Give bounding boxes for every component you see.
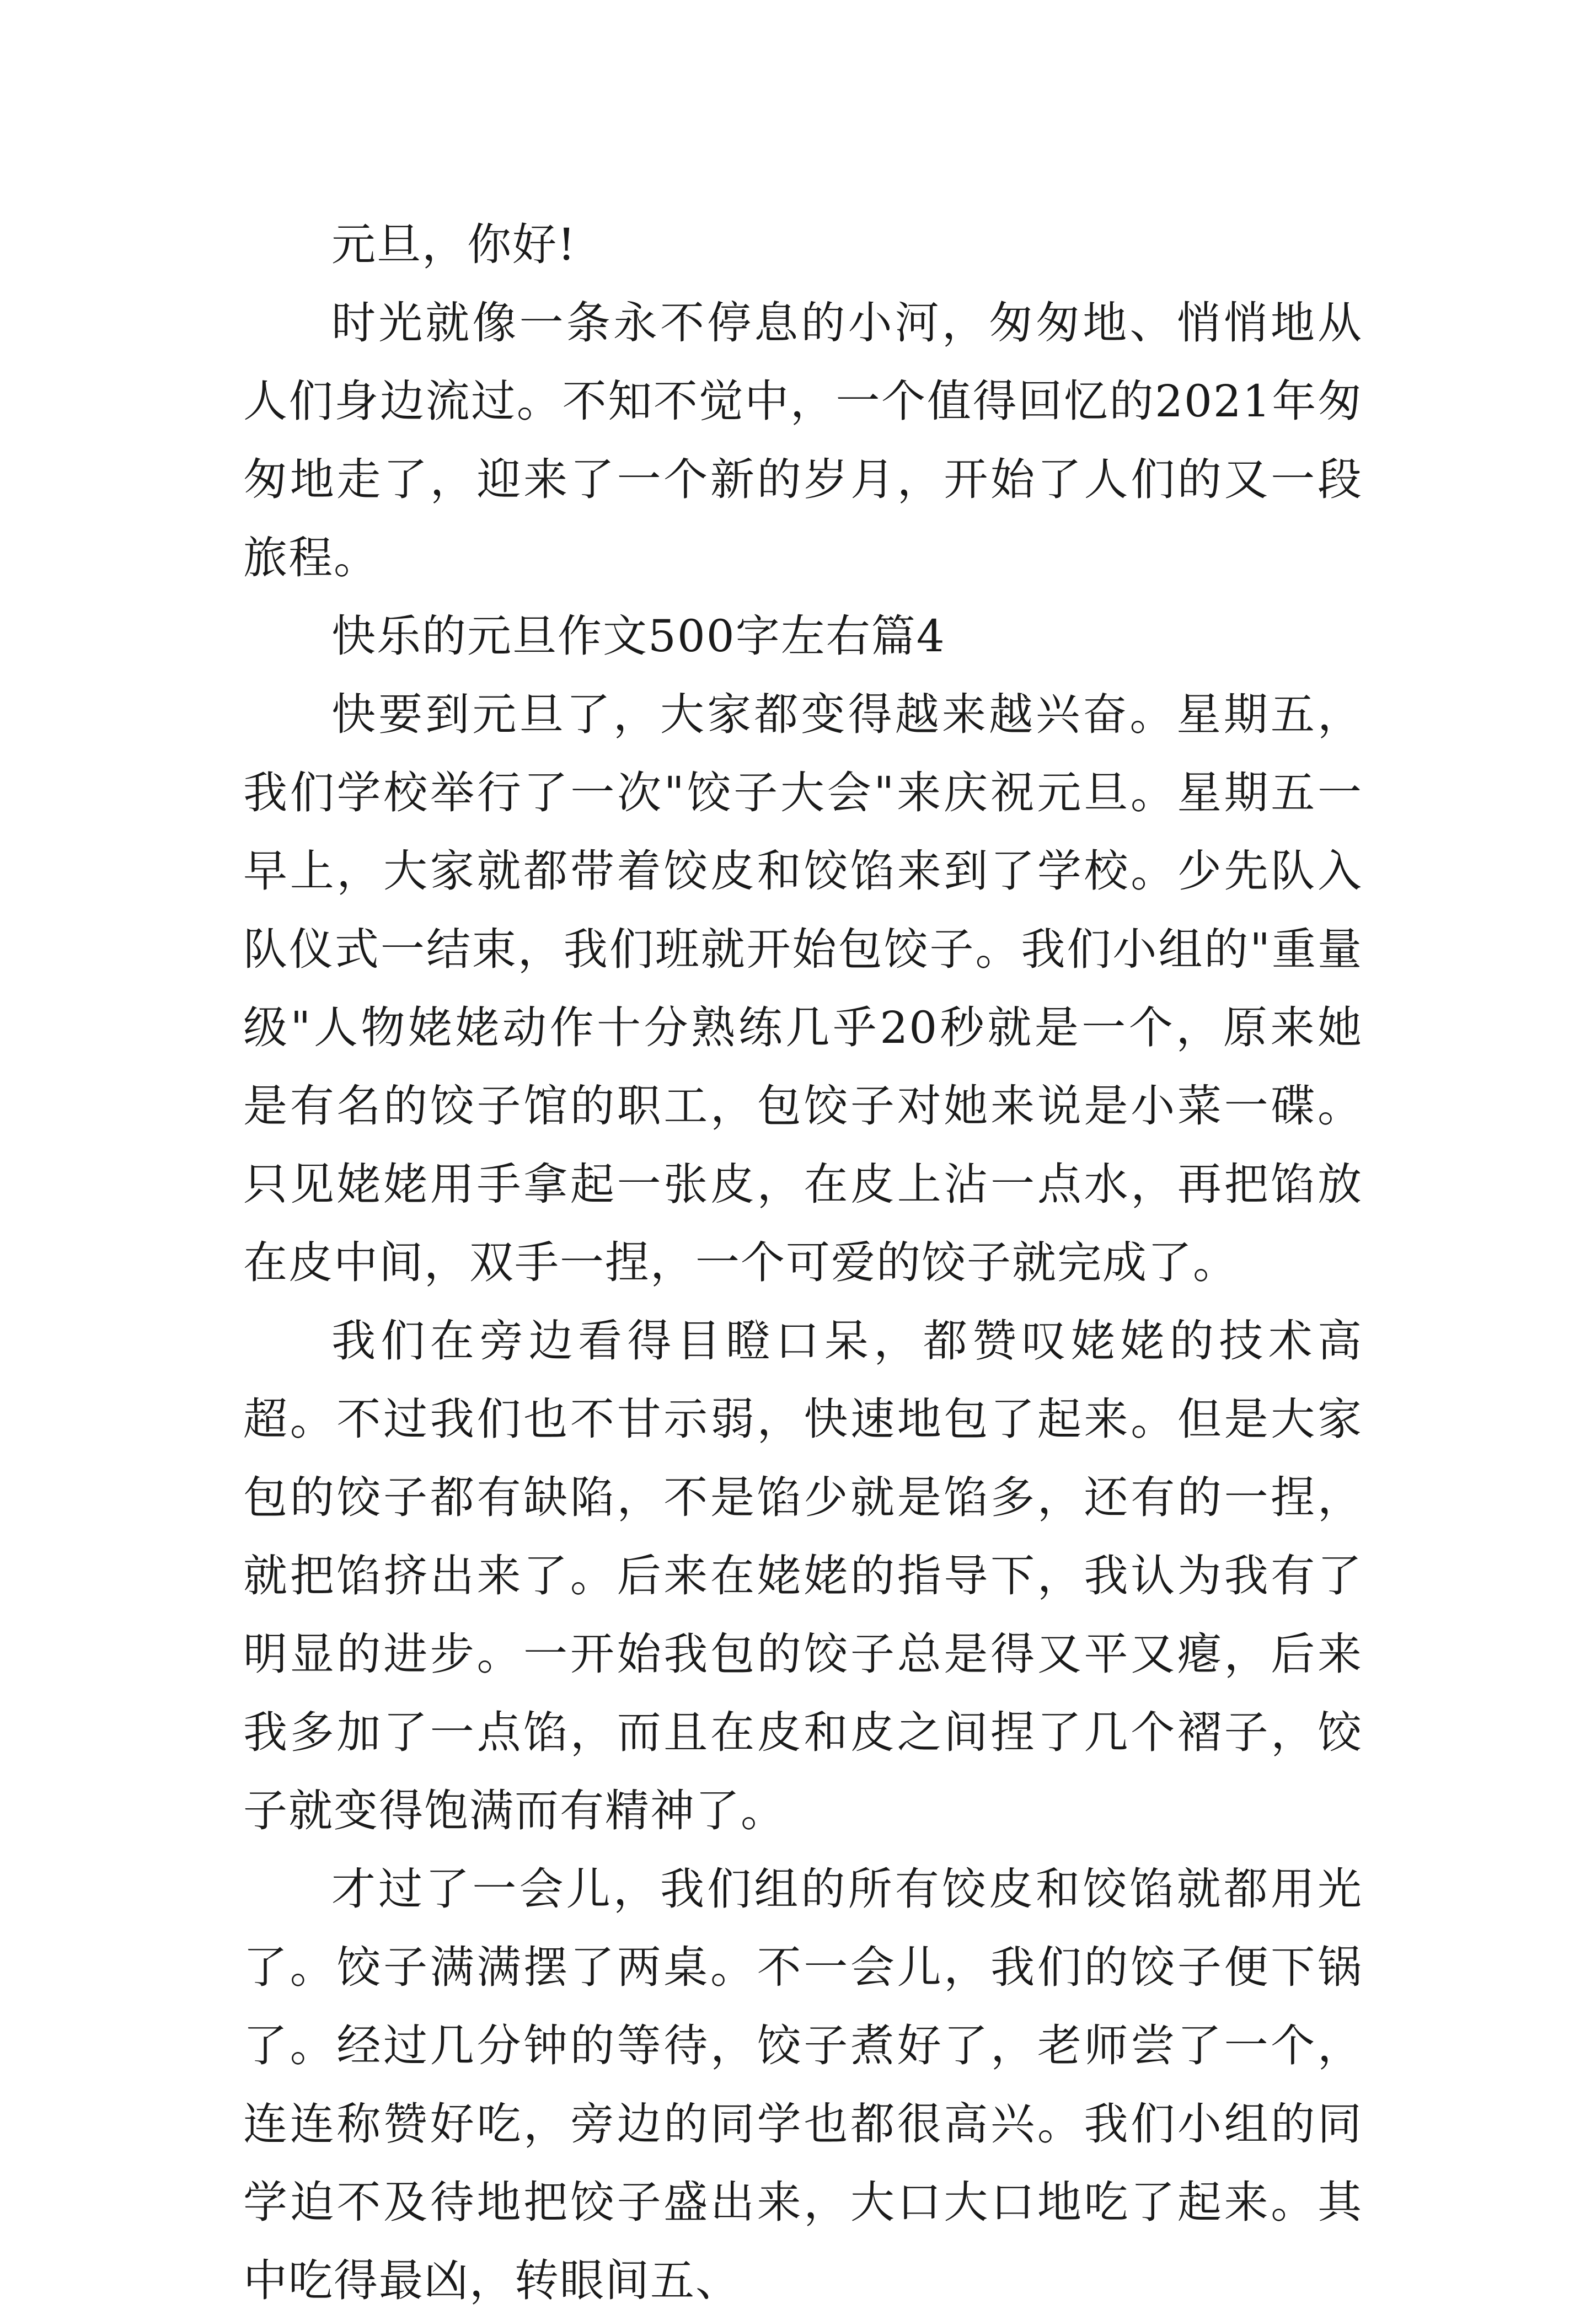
document-body	[243, 206, 1363, 2320]
section-heading: 快乐的元旦作文500字左右篇4	[331, 610, 946, 662]
paragraph-learning: 我们在旁边看得目瞪口呆，都赞叹姥姥的技术高超。不过我们也不甘示弱，快速地包了起来。但是大家包的饺子都有缺陷，不是馅少就是馅多，还有的一捏，就把馅挤出来了。后来在姥姥的指导下，我认为我有了明显的进步。一开始我包的饺子总是得又平又瘪，后来我多加了一点馅，而且在皮和皮之间捏了几个褶子，饺子就变得饱满而有精神了。	[243, 1315, 1363, 1836]
paragraph-greeting: 元旦，你好!	[331, 219, 577, 270]
paragraph-dumpling-contest: 快要到元旦了，大家都变得越来越兴奋。星期五，我们学校举行了一次"饺子大会"来庆祝元旦。星期五一早上，大家就都带着饺皮和饺馅来到了学校。少先队入队仪式一结束，我们班就开始包饺子。我们小组的"重量级"人物姥姥动作十分熟练几乎20秒就是一个，原来她是有名的饺子馆的职工，包饺子对她来说是小菜一碟。只见姥姥用手拿起一张皮，在皮上沾一点水，再把馅放在皮中间，双手一捏，一个可爱的饺子就完成了。	[243, 689, 1363, 1288]
paragraph-time-river: 时光就像一条永不停息的小河，匆匆地、悄悄地从人们身边流过。不知不觉中，一个值得回忆的2021年匆匆地走了，迎来了一个新的岁月，开始了人们的又一段旅程。	[243, 297, 1363, 583]
paragraph-eating: 才过了一会儿，我们组的所有饺皮和饺馅就都用光了。饺子满满摆了两桌。不一会儿，我们的饺子便下锅了。经过几分钟的等待，饺子煮好了，老师尝了一个，连连称赞好吃，旁边的同学也都很高兴。我们小组的同学迫不及待地把饺子盛出来，大口大口地吃了起来。其中吃得最凶，转眼间五、	[243, 1863, 1363, 2306]
